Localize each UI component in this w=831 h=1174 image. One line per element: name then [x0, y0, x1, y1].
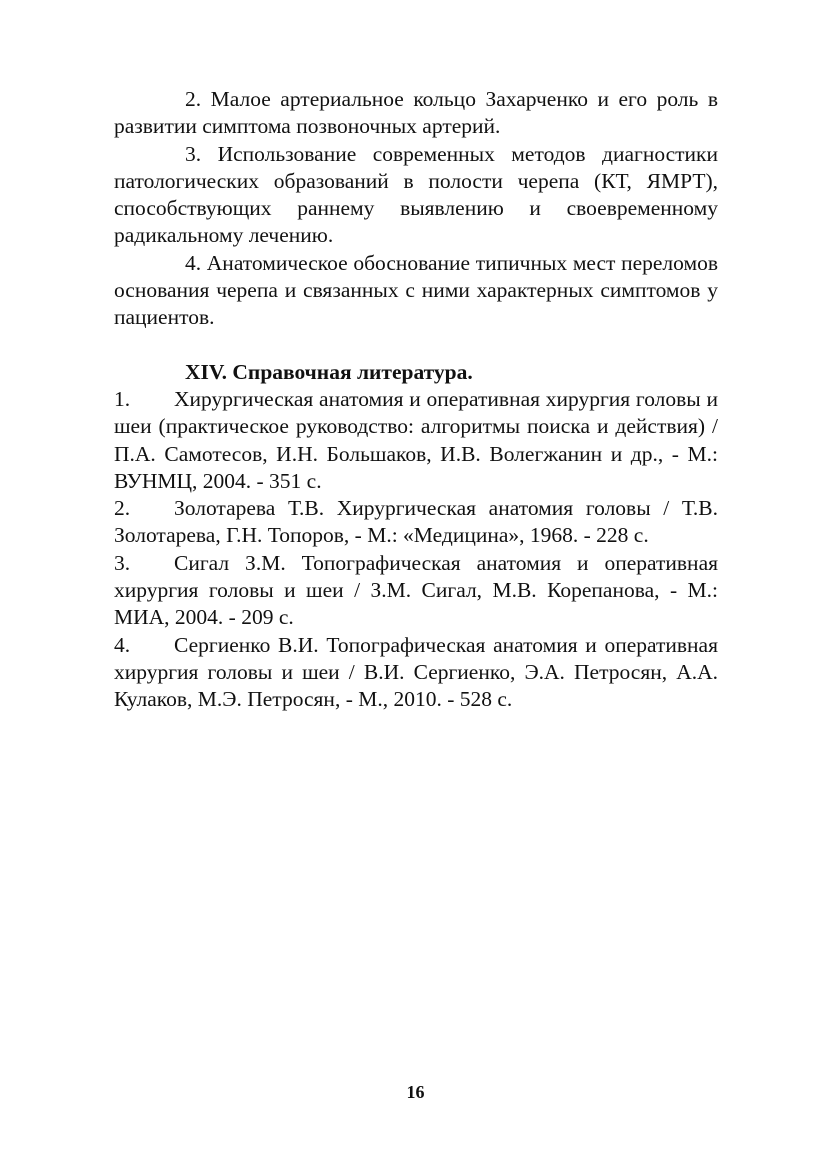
reference-item: [114, 550, 718, 632]
reference-text: Сергиенко В.И. Топографическая анатомия и оперативная хирургия головы и шеи / В.И. Сергиенко, Э.А. Петросян, А.А. Кулаков, М.Э. Петросян, - М., 2010. - 528 с.: [114, 632, 718, 712]
reference-number: 2.: [114, 496, 131, 521]
question-text: Анатомическое обоснование типичных мест переломов основания черепа и связанных с ними характерных симптомов у пациентов.: [114, 250, 719, 330]
reference-item: [114, 386, 718, 495]
question-item: [114, 141, 718, 250]
reference-text: Сигал З.М. Топографическая анатомия и оперативная хирургия головы и шеи / З.М. Сигал, М.В. Корепанова, - М.: МИА, 2004. - 209 с.: [114, 550, 718, 630]
question-number: 3.: [185, 141, 202, 166]
page-number: 16: [406, 1082, 425, 1102]
question-number: 4.: [185, 250, 202, 275]
reference-number: 3.: [114, 550, 131, 575]
question-item: [114, 86, 718, 141]
question-number: 2.: [185, 87, 202, 111]
question-text: Малое артериальное кольцо Захарченко и его роль в развитии симптома позвоночных артерий.: [114, 87, 718, 139]
reference-text: Хирургическая анатомия и оперативная хирургия головы и шеи (практическое руководство: алгоритмы поиска и действия) / П.А. Самотесов, И.Н. Большаков, И.В. Волегжанин и др., - М.: ВУНМЦ, 2004. - 351 с.: [114, 386, 718, 493]
spacer: [114, 332, 718, 359]
reference-number: 1.: [114, 386, 131, 411]
question-item: [114, 250, 718, 332]
document-page: [114, 86, 718, 714]
reference-item: [114, 495, 718, 550]
reference-number: 4.: [114, 632, 131, 657]
reference-item: [114, 632, 718, 714]
section-heading: XIV. Справочная литература.: [185, 359, 473, 384]
reference-text: Золотарева Т.В. Хирургическая анатомия головы / Т.В. Золотарева, Г.Н. Топоров, - М.: «Медицина», 1968. - 228 с.: [114, 496, 718, 548]
question-text: Использование современных методов диагностики патологических образований в полости черепа (КТ, ЯМРТ), способствующих раннему выявлению и своевременному радикальному лечению.: [114, 141, 719, 248]
